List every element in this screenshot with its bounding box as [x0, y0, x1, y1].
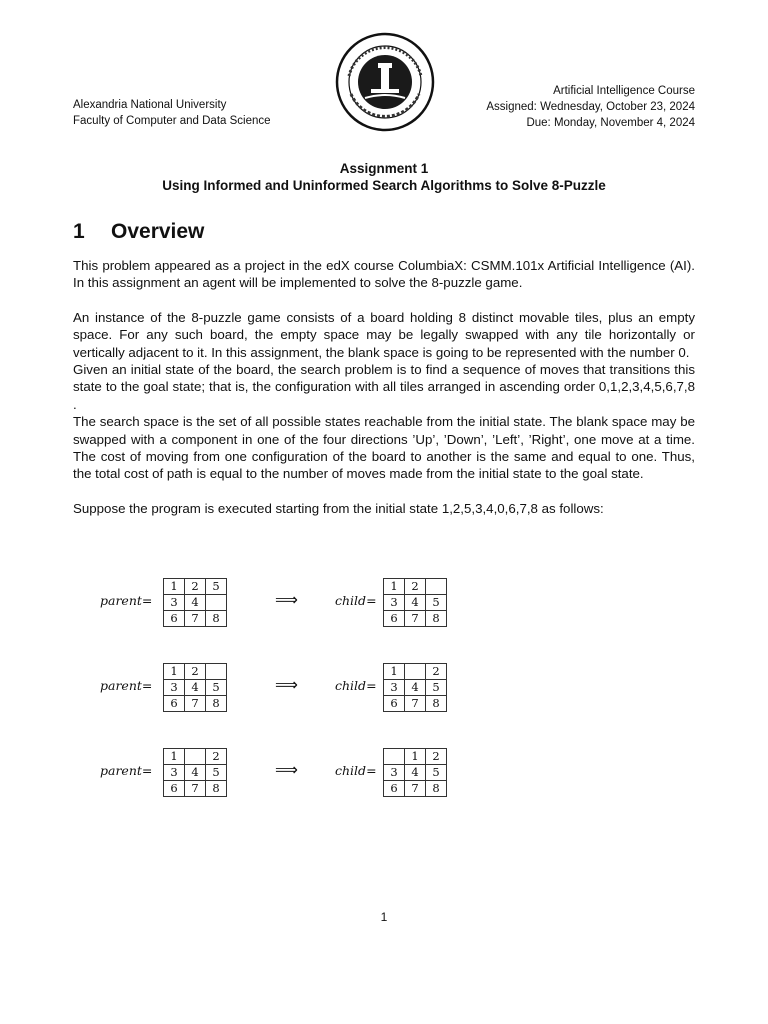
puzzle-tile: 6: [384, 696, 405, 712]
puzzle-tile: 8: [426, 611, 447, 627]
puzzle-tile: 4: [185, 595, 206, 611]
puzzle-tile: 8: [206, 611, 227, 627]
puzzle-tile: 5: [426, 680, 447, 696]
blank-tile: [206, 595, 227, 611]
puzzle-tile: 1: [384, 664, 405, 680]
equals-sign: =: [366, 763, 377, 778]
equals-sign: =: [141, 593, 153, 608]
puzzle-tile: 8: [426, 696, 447, 712]
puzzle-tile: 6: [164, 781, 185, 797]
equals-sign: =: [141, 678, 153, 693]
header-left: [73, 97, 271, 129]
blank-tile: [185, 749, 206, 765]
puzzle-tile: 3: [164, 680, 185, 696]
header-right: [486, 83, 695, 131]
parent-label: parent=: [100, 678, 153, 693]
blank-tile: [206, 664, 227, 680]
puzzle-tile: 5: [206, 579, 227, 595]
puzzle-tile: 2: [206, 749, 227, 765]
puzzle-tile: 4: [185, 765, 206, 781]
puzzle-tile: 7: [185, 781, 206, 797]
puzzle-tile: 4: [185, 680, 206, 696]
paragraph-intro: This problem appeared as a project in the edX course ColumbiaX: CSMM.101x Artificial Intelligence (AI). In this assignment an agent will be implemented to solve the 8-puzzle game.: [73, 258, 695, 291]
puzzle-tile: 1: [164, 664, 185, 680]
puzzle-tile: 5: [426, 595, 447, 611]
puzzle-tile: 7: [405, 781, 426, 797]
equals-sign: =: [366, 678, 377, 693]
puzzle-tile: 4: [405, 765, 426, 781]
paragraph-search-space: The search space is the set of all possible states reachable from the initial state. The blank space may be swapped with a component in one of the four directions ’Up’, ’Down’, ’Left’, ’Right’, one move at a time. The cost of moving from one configuration of the board to another is the same and equal to one. Thus, the total cost of path is equal to the number of moves made from the initial state to the goal state.: [73, 414, 695, 482]
puzzle-tile: 2: [426, 664, 447, 680]
puzzle-tile: 7: [405, 611, 426, 627]
university-seal-logo: [335, 32, 435, 132]
section-number: 1: [73, 220, 85, 243]
child-label: child=: [335, 593, 377, 608]
implies-arrow-icon: ⟹: [275, 675, 298, 694]
puzzle-tile: 7: [185, 611, 206, 627]
puzzle-tile: 2: [185, 579, 206, 595]
puzzle-row: [100, 663, 480, 709]
puzzle-tile: 8: [426, 781, 447, 797]
puzzle-tile: 6: [164, 696, 185, 712]
assignment-title: Assignment 1: [339, 161, 429, 176]
puzzle-tile: 2: [405, 579, 426, 595]
puzzle-tile: 3: [164, 595, 185, 611]
child-grid: [383, 748, 447, 797]
assigned-date: Assigned: Wednesday, October 23, 2024: [486, 101, 695, 113]
implies-arrow-icon: ⟹: [275, 590, 298, 609]
implies-arrow-icon: ⟹: [275, 760, 298, 779]
puzzle-tile: 1: [384, 579, 405, 595]
section-heading: [73, 220, 204, 244]
puzzle-tile: 3: [384, 595, 405, 611]
puzzle-tile: 1: [405, 749, 426, 765]
university-name: Alexandria National University: [73, 99, 227, 111]
parent-label: parent=: [100, 763, 153, 778]
section-title: Overview: [111, 220, 205, 243]
blank-tile: [384, 749, 405, 765]
puzzle-tile: 7: [185, 696, 206, 712]
child-label: child=: [335, 678, 377, 693]
puzzle-tile: 2: [185, 664, 206, 680]
paragraph-example: Suppose the program is executed starting from the initial state 1,2,5,3,4,0,6,7,8 as follows:: [73, 500, 604, 516]
puzzle-tile: 1: [164, 749, 185, 765]
puzzle-tile: 8: [206, 696, 227, 712]
course-name: Artificial Intelligence Course: [553, 85, 695, 97]
child-label: child=: [335, 763, 377, 778]
puzzle-tile: 4: [405, 680, 426, 696]
puzzle-tile: 7: [405, 696, 426, 712]
child-grid: [383, 578, 447, 627]
equals-sign: =: [366, 593, 377, 608]
page-number: 1: [380, 910, 388, 924]
puzzle-row: [100, 748, 480, 794]
parent-grid: [163, 663, 227, 712]
due-date: Due: Monday, November 4, 2024: [526, 117, 695, 129]
puzzle-tile: 8: [206, 781, 227, 797]
paragraph-instance: An instance of the 8-puzzle game consists of a board holding 8 distinct movable tiles, plus an empty space. For any such board, the empty space may be legally swapped with any tile horizontally or vertically adjacent to it. In this assignment, the blank space is going to be represented with the number 0.: [73, 309, 695, 360]
puzzle-row: [100, 578, 480, 624]
assignment-subtitle: Using Informed and Uninformed Search Algorithms to Solve 8-Puzzle: [162, 178, 606, 193]
puzzle-tile: 6: [164, 611, 185, 627]
puzzle-tile: 4: [405, 595, 426, 611]
equals-sign: =: [141, 763, 153, 778]
puzzle-tile: 5: [426, 765, 447, 781]
child-grid: [383, 663, 447, 712]
puzzle-tile: 3: [164, 765, 185, 781]
puzzle-tile: 3: [384, 765, 405, 781]
puzzle-tile: 6: [384, 611, 405, 627]
puzzle-tile: 1: [164, 579, 185, 595]
parent-label: parent=: [100, 593, 153, 608]
blank-tile: [426, 579, 447, 595]
puzzle-tile: 5: [206, 765, 227, 781]
parent-grid: [163, 578, 227, 627]
puzzle-tile: 2: [426, 749, 447, 765]
blank-tile: [405, 664, 426, 680]
puzzle-tile: 5: [206, 680, 227, 696]
faculty-name: Faculty of Computer and Data Science: [73, 115, 271, 127]
paragraph-goal: Given an initial state of the board, the search problem is to find a sequence of moves that transitions this state to the goal state; that is, the configuration with all tiles arranged in ascending order 0,1,2,3,4,5,6,7,8 .: [73, 362, 695, 412]
puzzle-tile: 3: [384, 680, 405, 696]
overview-body: [73, 257, 695, 517]
puzzle-tile: 6: [384, 781, 405, 797]
parent-grid: [163, 748, 227, 797]
